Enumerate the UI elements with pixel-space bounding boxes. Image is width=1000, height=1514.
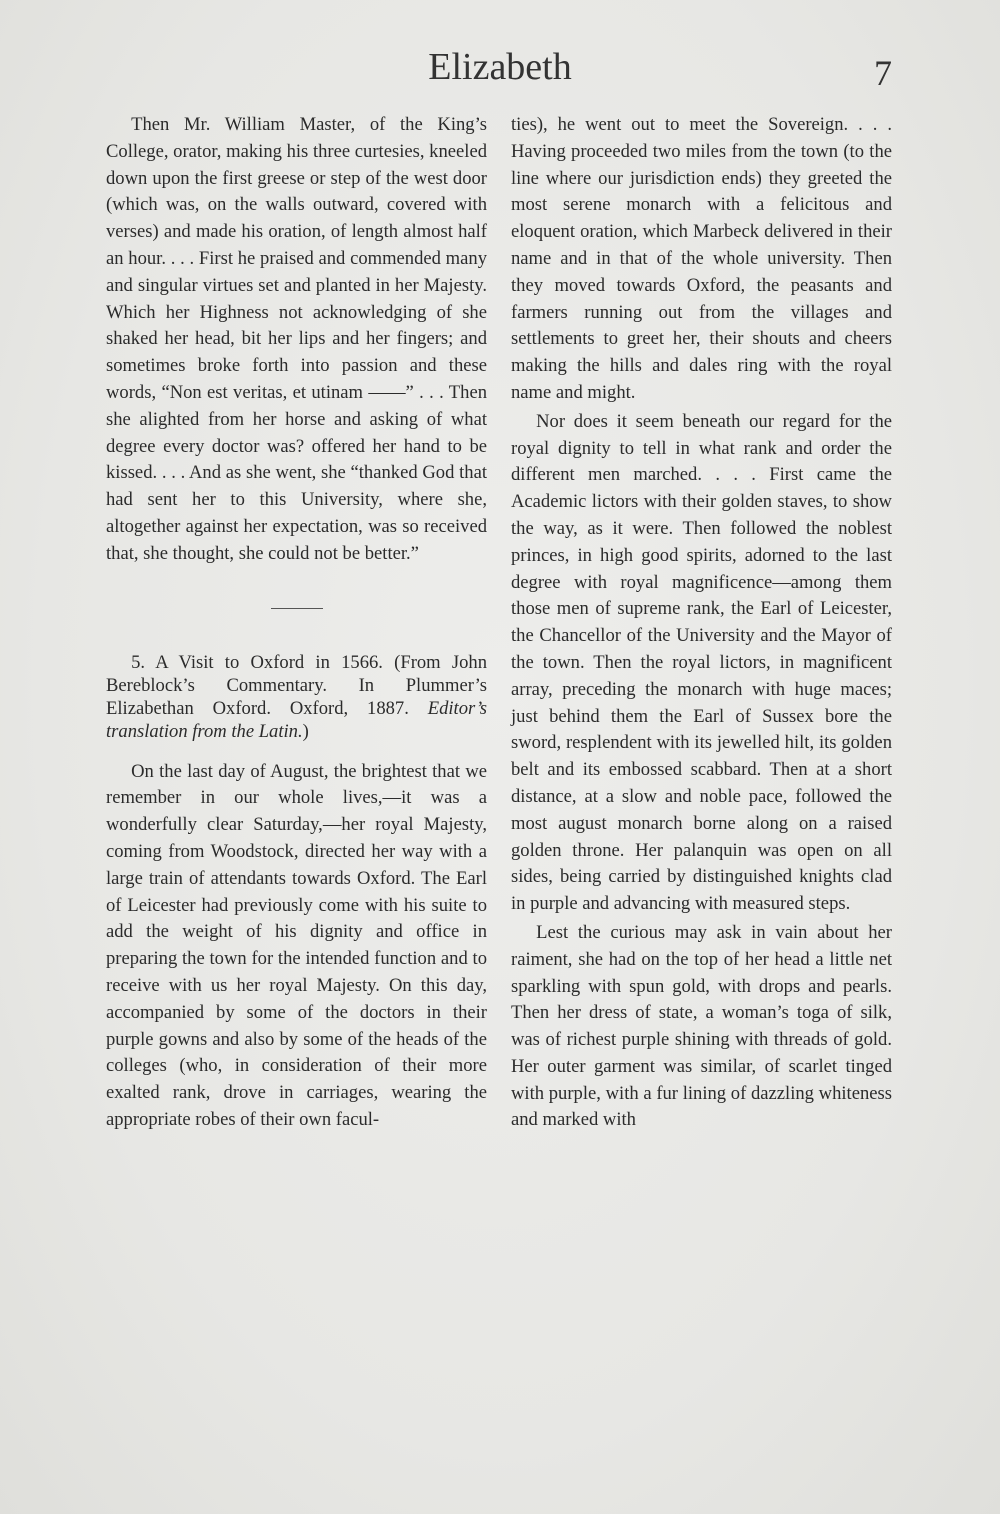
- section-divider: [271, 608, 323, 609]
- running-head: [0, 44, 1000, 94]
- section-heading-close: ): [302, 720, 309, 742]
- paragraph-last-day-august: On the last day of August, the brightest that we remember in our whole lives,—it was a wonderfully clear Saturday,—her royal Majesty, coming from Woodstock, directed her way with a large train of attendants towards Oxford. The Earl of Leicester had previously come with his suite to add the weight of his dignity and office in preparing the town for the intended function and to receive with us her royal Majesty. On this day, accompanied by some of the doctors in their purple gowns and also by some of the heads of the colleges (who, in consideration of their more exalted rank, drove in carriages, wearing the appropriate robes of their own facul-: [106, 760, 487, 1130]
- running-title: Elizabeth: [428, 46, 572, 88]
- right-column: [511, 112, 892, 1134]
- left-column: [106, 112, 487, 1134]
- section-heading-text: 5. A Visit to Oxford in 1566. (From John Bereblock’s Commentary. In Plummer’s Elizabethan Oxford. Oxford, 1887.: [106, 651, 487, 719]
- section-heading: [106, 651, 487, 743]
- section-heading-italic: Editor’s translation from the Latin.: [106, 697, 487, 742]
- page-number: 7: [874, 53, 892, 93]
- paragraph-master-oration: Then Mr. William Master, of the King’s College, orator, making his three curtesies, kneeled down upon the first greese or step of the west door (which was, on the walls outward, covered with verses) and made his oration, of length almost half an hour. . . . First he praised and commended many and singular virtues set and planted in her Majesty. Which her Highness not acknowledging of she shaked her head, bit her lips and her fingers; and sometimes broke forth into passion and these words, “Non est veritas, et utinam ——” . . . Then she alighted from her horse and asking of what degree every doctor was? offered her hand to be kissed. . . . And as she went, she “thanked God that had sent her to this University, where she, altogether against her expectation, was so received that, she thought, she could not be better.”: [106, 114, 487, 564]
- paragraph-raiment: Lest the curious may ask in vain about her raiment, she had on the top of her head a little net sparkling with spun gold, with drops and pearls. Then her dress of state, a woman’s toga of silk, was of richest purple shining with threads of gold. Her outer garment was similar, of scarlet tinged with purple, with a fur lining of dazzling whiteness and marked with: [511, 921, 892, 1131]
- paragraph-meet-sovereign: ties), he went out to meet the Sovereign. . . . Having proceeded two miles from the town (to the line where our jurisdiction ends) they greeted the most serene monarch with a felicitous and eloquent oration, which Marbeck delivered in their name and in that of the whole university. Then they moved towards Oxford, the peasants and farmers running out from the villages and settlements to greet her, their shouts and cheers making the hills and dales ring with the royal name and might.: [511, 114, 892, 403]
- paragraph-procession-order: Nor does it seem beneath our regard for the royal dignity to tell in what rank and order the different men marched. . . . First came the Academic lictors with their golden staves, to show the way, as it were. Then followed the noblest princes, in high good spirits, adorned to the last degree with royal magnificence—among them those men of supreme rank, the Earl of Leicester, the Chancellor of the University and the Mayor of the town. Then the royal lictors, in magnificent array, preceding the monarch with huge maces; just behind them the Earl of Sussex bore the sword, resplendent with its jewelled hilt, its golden belt and its embossed scabbard. Then at a short distance, at a slow and noble pace, followed the most august monarch borne along on a raised golden throne. Her palanquin was open on all sides, being carried by distinguished knights clad in purple and advancing with measured steps.: [511, 410, 892, 915]
